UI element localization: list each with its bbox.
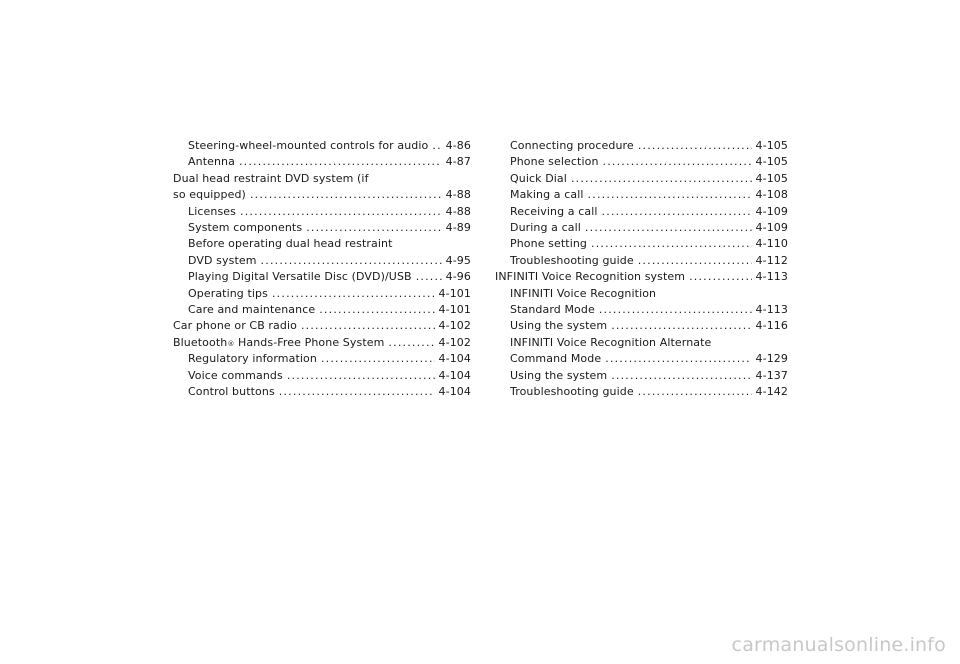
toc-page-number: 4-102 <box>438 335 471 349</box>
dot-leader <box>239 154 442 170</box>
toc-entry[interactable] <box>173 220 471 236</box>
toc-page-number: 4-104 <box>438 368 471 382</box>
dot-leader <box>279 384 435 400</box>
toc-entry-line <box>510 286 788 302</box>
toc-page-number: 4-110 <box>755 237 788 251</box>
dot-leader <box>388 335 434 351</box>
dot-leader <box>272 286 435 302</box>
toc-entry-line <box>188 384 471 400</box>
toc-page-number: 4-112 <box>755 253 788 267</box>
dot-leader <box>306 220 441 236</box>
toc-entry-line <box>188 154 471 170</box>
toc-page-number: 4-105 <box>755 139 788 152</box>
toc-entry-title-suffix: Hands-Free Phone System <box>234 335 385 349</box>
toc-page-number: 4-142 <box>755 385 788 399</box>
toc-page-number: 4-95 <box>445 253 471 267</box>
toc-page-number: 4-102 <box>438 319 471 333</box>
toc-entry-title: INFINITI Voice Recognition <box>510 286 657 300</box>
toc-page-number: 4-96 <box>445 270 471 284</box>
toc-entry-title: Making a call <box>510 188 584 202</box>
toc-entry-title: Car phone or CB radio <box>173 319 297 333</box>
toc-entry[interactable] <box>495 335 788 368</box>
toc-left-column <box>173 138 471 401</box>
toc-entry-line <box>510 368 788 384</box>
toc-entry-line: Bluetooth ® Hands-Free Phone System ..... 4-102 <box>173 335 471 351</box>
toc-entry-title: Phone setting <box>510 237 588 251</box>
toc-entry-title: Troubleshooting guide <box>510 253 634 267</box>
toc-entry[interactable] <box>495 154 788 170</box>
dot-leader <box>240 204 442 220</box>
toc-entry-title: INFINITI Voice Recognition system <box>495 270 686 284</box>
dot-leader <box>605 351 751 367</box>
toc-entry[interactable] <box>495 187 788 203</box>
toc-page-number: 4-116 <box>755 319 788 333</box>
toc-entry-title: Regulatory information <box>188 352 317 366</box>
dot-leader <box>602 204 752 220</box>
watermark-text: carmanualsonline.info <box>731 634 946 656</box>
toc-entry[interactable] <box>495 253 788 269</box>
toc-entry[interactable] <box>495 269 788 285</box>
toc-right-column <box>495 138 788 401</box>
toc-entry-line <box>188 138 471 154</box>
toc-page-number: 4-113 <box>755 270 788 284</box>
dot-leader <box>638 384 752 400</box>
toc-entry-line <box>188 269 471 285</box>
toc-entry[interactable] <box>173 335 471 351</box>
toc-entry-line <box>510 204 788 220</box>
toc-entry-line <box>510 154 788 170</box>
dot-leader <box>432 138 441 154</box>
toc-entry-line <box>510 187 788 203</box>
dot-leader <box>585 220 752 236</box>
toc-entry-title: Licenses <box>188 204 237 218</box>
toc-entry-title: Voice commands <box>188 368 283 382</box>
toc-entry-line <box>510 351 788 367</box>
toc-entry[interactable] <box>495 384 788 400</box>
toc-page-number: 4-105 <box>755 155 788 169</box>
toc-entry[interactable] <box>173 351 471 367</box>
dot-leader <box>689 269 751 285</box>
toc-entry-title: Dual head restraint DVD system (if <box>173 171 369 185</box>
toc-entry[interactable] <box>173 204 471 220</box>
toc-entry[interactable] <box>495 138 788 154</box>
toc-entry[interactable] <box>173 384 471 400</box>
toc-entry-line <box>188 302 471 318</box>
toc-entry-title: Using the system <box>510 368 608 382</box>
toc-entry[interactable] <box>173 302 471 318</box>
toc-entry-line <box>510 302 788 318</box>
toc-entry[interactable] <box>495 220 788 236</box>
toc-entry-line <box>188 236 471 252</box>
toc-entry[interactable] <box>173 269 471 285</box>
toc-entry-line <box>495 269 788 285</box>
toc-entry-title: Receiving a call <box>510 204 598 218</box>
toc-entry-line <box>510 236 788 252</box>
toc-entry-line <box>510 335 788 351</box>
toc-page-number: 4-108 <box>755 188 788 202</box>
toc-entry-title: Playing Digital Versatile Disc (DVD)/USB <box>188 270 412 284</box>
dot-leader <box>416 269 442 285</box>
toc-entry-line <box>188 368 471 384</box>
dot-leader <box>638 253 752 269</box>
toc-entry-line <box>188 253 471 269</box>
toc-page-number: 4-109 <box>755 204 788 218</box>
dot-leader <box>287 368 435 384</box>
dot-leader <box>321 351 435 367</box>
toc-entry[interactable] <box>173 154 471 170</box>
toc-entry[interactable] <box>173 236 471 269</box>
toc-page-number: 4-109 <box>755 221 788 235</box>
toc-entry-title: Care and maintenance <box>188 303 316 317</box>
toc-entry-line <box>173 187 471 203</box>
toc-entry-line <box>510 138 788 154</box>
toc-entry[interactable] <box>495 204 788 220</box>
toc-entry-title: INFINITI Voice Recognition Alternate <box>510 335 712 349</box>
toc-page-number: 4-104 <box>438 352 471 366</box>
toc-entry[interactable] <box>495 171 788 187</box>
toc-entry-title: Bluetooth <box>173 335 228 349</box>
toc-page-number: 4-87 <box>445 155 471 169</box>
toc-entry-line <box>510 253 788 269</box>
toc-entry[interactable] <box>495 318 788 334</box>
toc-page-number: 4-137 <box>755 368 788 382</box>
toc-entry[interactable] <box>495 236 788 252</box>
toc-entry[interactable] <box>173 171 471 204</box>
toc-entry-line <box>510 318 788 334</box>
dot-leader <box>603 154 752 170</box>
toc-entry[interactable] <box>495 368 788 384</box>
toc-entry-title: DVD system <box>188 253 257 267</box>
toc-entry-title: Troubleshooting guide <box>510 385 634 399</box>
toc-entry-title: so equipped) <box>173 188 246 202</box>
toc-page-number: 4-101 <box>438 303 471 317</box>
toc-page-number: 4-104 <box>438 385 471 399</box>
dot-leader <box>591 236 752 252</box>
toc-page-number: 4-86 <box>445 139 471 152</box>
toc-entry[interactable] <box>173 138 471 154</box>
toc-entry[interactable] <box>173 368 471 384</box>
toc-entry-line <box>510 171 788 187</box>
toc-entry-title: Using the system <box>510 319 608 333</box>
dot-leader <box>588 187 752 203</box>
dot-leader <box>638 138 752 154</box>
dot-leader <box>261 253 442 269</box>
toc-page-number: 4-129 <box>755 352 788 366</box>
toc-entry-title: Command Mode <box>510 352 602 366</box>
toc-page-number: 4-89 <box>445 221 471 235</box>
toc-entry[interactable] <box>173 318 471 334</box>
toc-entry[interactable] <box>495 286 788 319</box>
toc-page-number: 4-88 <box>445 204 471 218</box>
toc-entry-title: Before operating dual head restraint <box>188 237 393 251</box>
toc-entry-line <box>173 318 471 334</box>
toc-entry-line <box>188 220 471 236</box>
dot-leader <box>611 318 751 334</box>
toc-entry[interactable] <box>173 286 471 302</box>
toc-entry-title: Operating tips <box>188 286 268 300</box>
toc-entry-title: Quick Dial <box>510 171 567 185</box>
toc-entry-title: System components <box>188 221 303 235</box>
toc-page-number: 4-113 <box>755 303 788 317</box>
toc-entry-title: During a call <box>510 221 581 235</box>
toc-entry-line <box>188 204 471 220</box>
toc-page-number: 4-101 <box>438 286 471 300</box>
toc-entry-title: Phone selection <box>510 155 599 169</box>
dot-leader <box>301 318 435 334</box>
toc-entry-title: Antenna <box>188 155 235 169</box>
dot-leader <box>571 171 752 187</box>
toc-page-number: 4-105 <box>755 171 788 185</box>
toc-entry-title: Control buttons <box>188 385 275 399</box>
dot-leader <box>599 302 752 318</box>
toc-entry-line <box>173 171 471 187</box>
toc-entry-line <box>510 384 788 400</box>
toc-entry-line <box>188 286 471 302</box>
toc-entry-line <box>510 220 788 236</box>
dot-leader <box>250 187 442 203</box>
dot-leader <box>319 302 434 318</box>
dot-leader <box>611 368 751 384</box>
toc-entry-title: Connecting procedure <box>510 139 634 152</box>
toc-page-number: 4-88 <box>445 188 471 202</box>
toc-entry-title: Standard Mode <box>510 303 595 317</box>
toc-entry-line <box>188 351 471 367</box>
toc-entry-title: Steering-wheel-mounted controls for audio <box>188 139 429 152</box>
